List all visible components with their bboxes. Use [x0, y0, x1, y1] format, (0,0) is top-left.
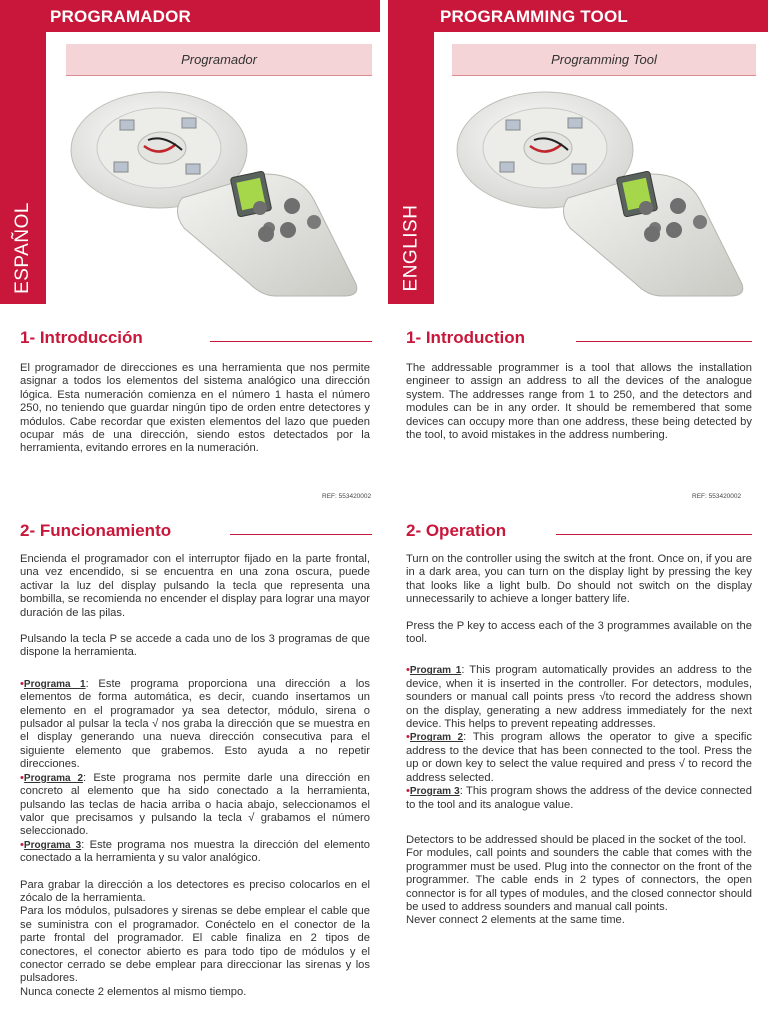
title-underline: [576, 341, 752, 342]
program-label: Programa 3: [23, 839, 82, 851]
program-description: : Este programa nos muestra la dirección del elemento conectado a la herramienta y su valor analógico.: [20, 838, 371, 865]
section-title-introduction: [20, 328, 372, 348]
paragraph: Para grabar la dirección a los detectores es preciso colocarlos en el zócalo de la herramienta.: [20, 878, 370, 904]
program-1-item: [20, 678, 370, 772]
program-label: Programa 2: [23, 772, 84, 784]
page-header: PROGRAMMING TOOL: [388, 0, 768, 32]
program-description: : This program automatically provides an address to the device, when it is inserted in the controller. For detectors, modules, sounders or manual call points press √to record the address shown on the display, generating a new address immediately for the next device. This helps to prevent repeating addresses.: [406, 664, 752, 731]
section-title-operation: [406, 521, 752, 541]
section-title-introduction: [406, 328, 752, 348]
page-header: PROGRAMADOR: [0, 0, 380, 32]
paragraph: Turn on the controller using the switch at the front. Once on, if you are in a dark area, you can turn on the display light by pressing the key that looks like a light bulb. Do should not switch on the display unnecessarily to achieve a longer battery life.: [406, 553, 752, 606]
title-underline: [210, 341, 372, 342]
paragraph: Detectors to be addressed should be placed in the socket of the tool.: [406, 833, 747, 846]
section-title-text: 2- Operation: [406, 521, 507, 540]
program-label: Program 2: [409, 732, 464, 744]
program-label: Program 1: [409, 665, 462, 677]
paragraph: For modules, call points and sounders the cable that comes with the programmer must be used. Plug into the connector on the front of the programmer. The cable ends in 2 types of connectors, the open connector is for all types of modules, and the closed connector should be used to address sounders and manual call points.: [406, 847, 752, 913]
section-title-text: 1- Introduction: [406, 328, 525, 347]
bullet-icon: •: [406, 731, 410, 744]
program-label: Programa 1: [23, 678, 86, 690]
programmer-device-image: [64, 88, 364, 298]
operation-text: [406, 553, 752, 928]
bullet-icon: •: [20, 838, 24, 851]
title-underline: [230, 534, 372, 535]
bullet-icon: •: [406, 785, 410, 798]
introduction-text: [406, 362, 752, 455]
reference-number: REF: 553420002: [322, 493, 372, 500]
reference-number: REF: 553420002: [692, 493, 742, 500]
figure-caption: Programming Tool: [452, 44, 756, 76]
program-description: : This program allows the operator to give a specific address to the device that has been connected to the tool. Press the up or down key to select the value required and press √ to record the address selected.: [406, 731, 752, 784]
paragraph: Never connect 2 elements at the same time.: [406, 914, 625, 927]
operation-text: [20, 553, 370, 999]
language-label: ENGLISH: [400, 204, 422, 292]
program-3-item: [20, 839, 370, 866]
language-label: ESPAÑOL: [12, 202, 34, 294]
program-2-item: [406, 731, 752, 785]
bullet-icon: •: [20, 771, 24, 784]
program-label: Program 3: [409, 786, 460, 798]
introduction-text: [20, 362, 370, 469]
programmer-device-image: [450, 88, 750, 298]
program-1-item: [406, 664, 752, 731]
paragraph: Nunca conecte 2 elementos al mismo tiempo.: [20, 985, 247, 998]
bullet-icon: •: [20, 677, 24, 690]
section-title-text: 1- Introducción: [20, 328, 143, 347]
paragraph: El programador de direcciones es una herramienta que nos permite asignar a todos los elementos del sistema analógico una dirección lógica. Esta numeración comienza en el número 1 hasta el número 250, no teniendo que guardar ningún tipo de orden entre detectores y módulos. Cabe recordar que existen elementos del lazo que pueden ocupar más de una dirección, siendo estos detectados por la herramienta, evitando errores en la numeración.: [20, 362, 370, 455]
program-description: : Este programa nos permite darle una dirección en concreto al elemento que ha sido conectado a la herramienta, pulsando las teclas de hacia arriba o hacia abajo, seleccionamos el valor que precisamos y pulsando la tecla √ grabamos el número seleccionado.: [20, 771, 370, 838]
program-description: : Este programa proporciona una dirección a los elementos de forma automática, es decir, cuando insertamos un elemento en el programador ya sea detector, módulo, sirena o pulsador al pulsar la tecla √ nos graba la dirección que se muestra en el display generando una nueva dirección consecutiva para el siguiente elemento que grabemos. Esto ayuda a no repetir direcciones.: [20, 677, 370, 771]
bullet-icon: •: [406, 664, 410, 677]
section-title-text: 2- Funcionamiento: [20, 521, 172, 540]
paragraph: The addressable programmer is a tool that allows the installation engineer to assign an address to all the devices of the analogue system. The addresses range from 1 to 250, and the detectors and modules can be in any order. It should be remembered that some devices can occupy more than one address, these being detected by the tool, to avoid mistakes in the address numbering.: [406, 362, 752, 442]
program-2-item: [20, 772, 370, 839]
english-column: [384, 0, 768, 1024]
section-title-operation: [20, 521, 372, 541]
title-underline: [556, 534, 752, 535]
language-sidebar: [388, 32, 434, 304]
paragraph: Pulsando la tecla P se accede a cada uno de los 3 programas de que dispone la herramienta.: [20, 633, 370, 659]
program-3-item: [406, 785, 752, 812]
paragraph: Encienda el programador con el interruptor fijado en la parte frontal, una vez encendido, si se encuentra en una zona oscura, puede activar la luz del display pulsando la tecla que representa una bombilla, se recomienda no encender el display para lograr una mayor duración de las pilas.: [20, 553, 370, 619]
paragraph: Para los módulos, pulsadores y sirenas se debe emplear el cable que se suministra con el programador. Conéctelo en el conector de la parte frontal del programador. El cable finaliza en 2 tipos de conectores, el conector abierto es para todo tipo de módulos y el conector cerrado se debe emplear para direccionar las sirenas y los pulsadores.: [20, 905, 370, 985]
language-sidebar: [0, 32, 46, 304]
program-description: : This program shows the address of the device connected to the tool and its analogue value.: [406, 785, 752, 811]
paragraph: Press the P key to access each of the 3 programmes available on the tool.: [406, 619, 752, 646]
figure-caption: Programador: [66, 44, 372, 76]
